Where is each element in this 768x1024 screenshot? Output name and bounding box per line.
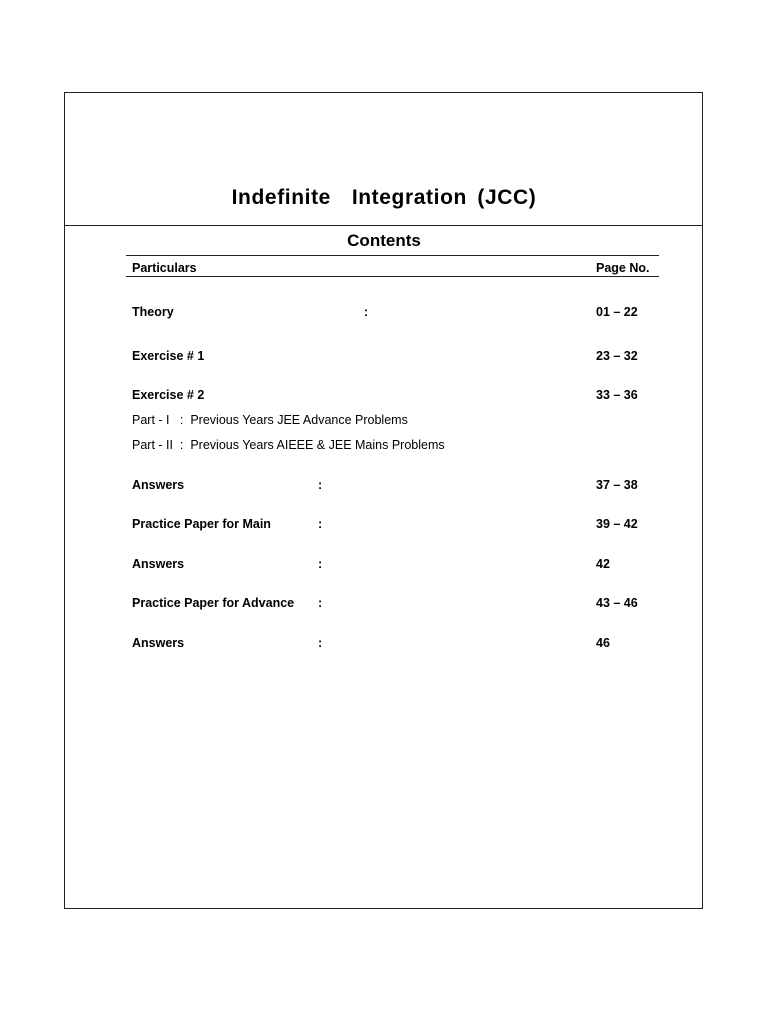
entry-pages: 43 – 46 — [596, 596, 638, 610]
document-title: Indefinite Integration (JCC) — [231, 186, 537, 209]
entry-label: Practice Paper for Main — [132, 517, 271, 531]
entry-label: Practice Paper for Advance — [132, 596, 295, 610]
entry-pages: 46 — [596, 636, 610, 650]
entry-pages: 01 – 22 — [596, 305, 638, 319]
entry-label: Exercise # 1 — [132, 349, 205, 363]
particulars-header: Particulars — [132, 261, 197, 275]
contents-heading: Contents — [347, 231, 421, 250]
entry-colon: : — [318, 557, 323, 571]
sub-entry: Part - II : Previous Years AIEEE & JEE Mains Problems — [132, 438, 445, 452]
entry-pages: 33 – 36 — [596, 388, 638, 402]
entry-colon: : — [364, 305, 369, 319]
sub-entry: Part - I : Previous Years JEE Advance Problems — [132, 413, 408, 427]
entry-label: Answers — [132, 557, 185, 571]
page-no-header: Page No. — [596, 261, 650, 275]
entry-label: Theory — [132, 305, 174, 319]
entry-pages: 42 — [596, 557, 610, 571]
entry-colon: : — [318, 517, 323, 531]
entry-colon: : — [318, 478, 323, 492]
entry-pages: 37 – 38 — [596, 478, 638, 492]
entry-pages: 39 – 42 — [596, 517, 638, 531]
title-divider — [64, 225, 703, 226]
entry-label: Exercise # 2 — [132, 388, 205, 402]
table-header — [126, 255, 659, 277]
entry-colon: : — [318, 596, 323, 610]
entry-colon: : — [318, 636, 323, 650]
entry-label: Answers — [132, 636, 185, 650]
entry-label: Answers — [132, 478, 185, 492]
page-frame — [64, 92, 703, 909]
entry-pages: 23 – 32 — [596, 349, 638, 363]
